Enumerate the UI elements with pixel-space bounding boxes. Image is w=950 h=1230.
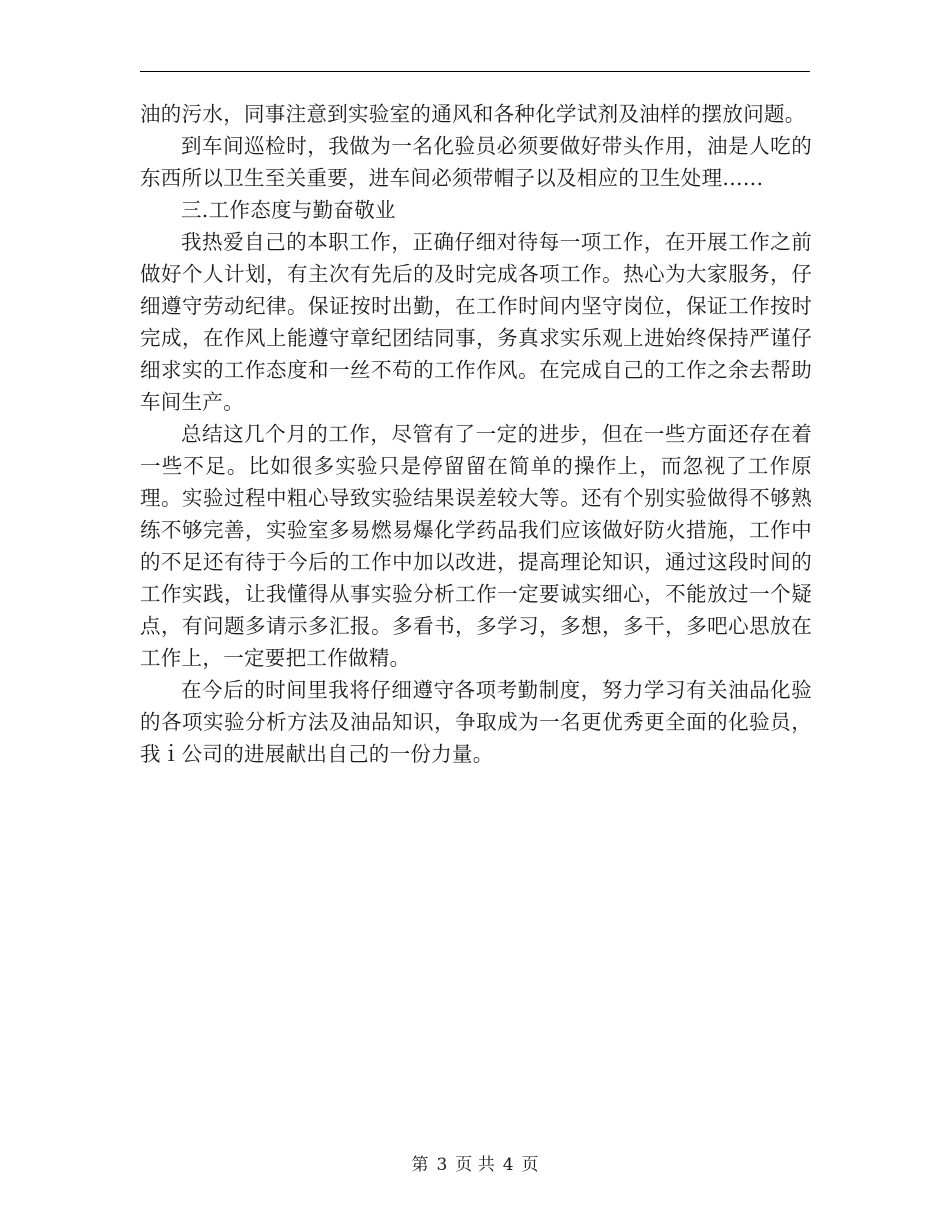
footer-prefix: 第 [411,1155,429,1175]
paragraph-summary-shortcomings: 总结这几个月的工作，尽管有了一定的进步，但在一些方面还存在着一些不足。比如很多实验只是停留留在简单的操作上，而忽视了工作原理。实验过程中粗心导致实验结果误差较大等。还有个别实验做得不够熟练不够完善，实验室多易燃易爆化学药品我们应该做好防火措施，工作中的不足还有待于今后的工作中加以改进，提高理论知识，通过这段时间的工作实践，让我懂得从事实验分析工作一定要诚实细心，不能放过一个疑点，有问题多请示多汇报。多看书，多学习，多想，多干，多吧心思放在工作上，一定要把工作做精。 [140,422,812,670]
header-rule [140,71,810,72]
paragraph-work-attitude: 我热爱自己的本职工作，正确仔细对待每一项工作，在开展工作之前做好个人计划，有主次有先后的及时完成各项工作。热心为大家服务，仔细遵守劳动纪律。保证按时出勤，在工作时间内坚守岗位，保证工作按时完成，在作风上能遵守章纪团结同事，务真求实乐观上进始终保持严谨仔细求实的工作态度和一丝不苟的工作作风。在完成自己的工作之余去帮助车间生产。 [140,230,812,414]
paragraph-workshop-inspection: 到车间巡检时，我做为一名化验员必须要做好带头作用，油是人吃的东西所以卫生至关重要，进车间必须带帽子以及相应的卫生处理...... [140,134,812,190]
paragraph-continuation: 油的污水，同事注意到实验室的通风和各种化学试剂及油样的摆放问题。 [140,102,806,126]
document-body [140,98,812,770]
paragraph-future-plan: 在今后的时间里我将仔细遵守各项考勤制度，努力学习有关油品化验的各项实验分析方法及油品知识，争取成为一名更优秀更全面的化验员，我ｉ公司的进展献出自己的一份力量。 [140,678,812,766]
footer-current-page: 3 [436,1155,448,1175]
footer-suffix: 页 [521,1155,539,1175]
footer-middle: 页 共 [455,1155,495,1175]
footer-total-pages: 4 [502,1155,514,1175]
section-heading-attitude: 三.工作态度与勤奋敬业 [181,198,396,222]
page-footer [0,1153,950,1177]
